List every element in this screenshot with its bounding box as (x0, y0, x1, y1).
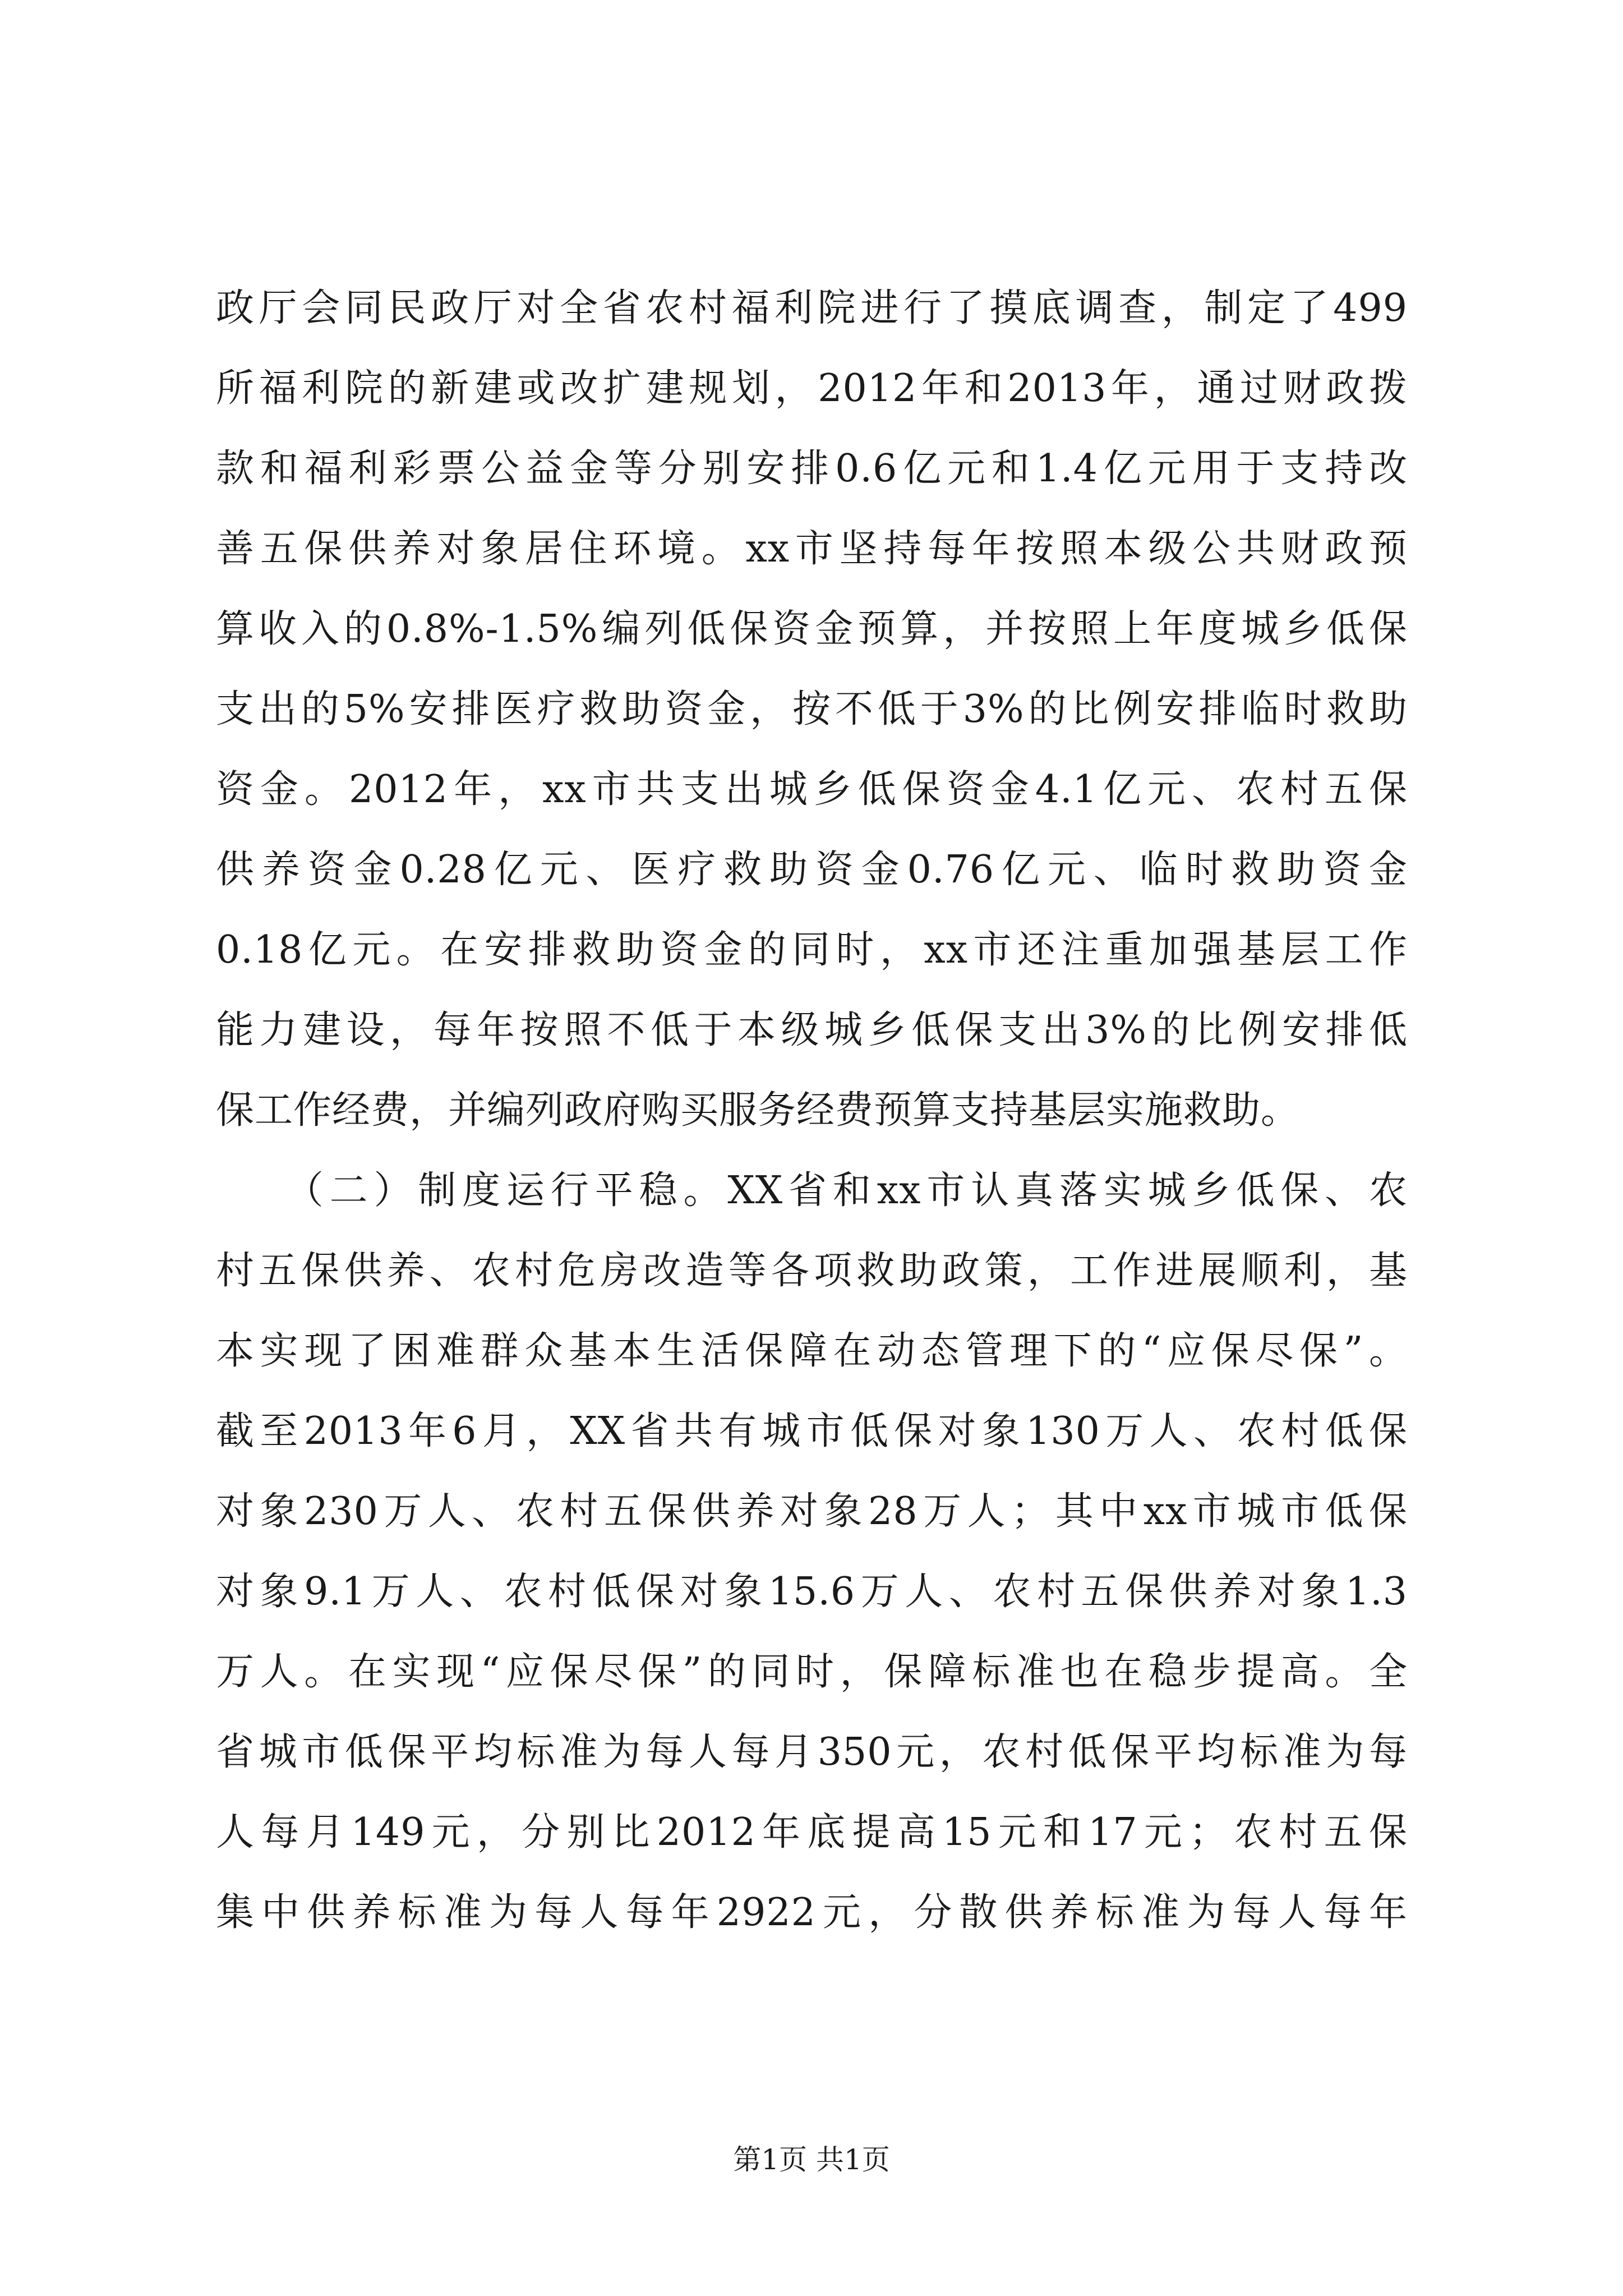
text-line: 善五保供养对象居住环境。xx市坚持每年按照本级公共财政预 (216, 527, 1408, 571)
text-line: 资金。2012年，xx市共支出城乡低保资金4.1亿元、农村五保 (216, 767, 1408, 812)
text-line: 人每月149元，分别比2012年底提高15元和17元；农村五保 (216, 1810, 1408, 1855)
text-line: 供养资金0.28亿元、医疗救助资金0.76亿元、临时救助资金 (216, 848, 1408, 892)
document-body (216, 268, 1408, 1953)
text-line: （二）制度运行平稳。XX省和xx市认真落实城乡低保、农 (216, 1168, 1408, 1213)
text-line: 集中供养标准为每人每年2922元，分散供养标准为每人每年 (216, 1890, 1408, 1935)
text-line: 本实现了困难群众基本生活保障在动态管理下的“应保尽保”。 (216, 1329, 1408, 1373)
text-line: 万人。在实现“应保尽保”的同时，保障标准也在稳步提高。全 (216, 1650, 1408, 1694)
text-line: 村五保供养、农村危房改造等各项救助政策，工作进展顺利，基 (216, 1249, 1408, 1293)
text-line: 款和福利彩票公益金等分别安排0.6亿元和1.4亿元用于支持改 (216, 447, 1408, 491)
text-line: 支出的5%安排医疗救助资金，按不低于3%的比例安排临时救助 (216, 687, 1408, 731)
text-line: 政厅会同民政厅对全省农村福利院进行了摸底调查，制定了499 (216, 286, 1408, 330)
page-number-footer: 第1页 共1页 (733, 2143, 890, 2176)
text-line: 省城市低保平均标准为每人每月350元，农村低保平均标准为每 (216, 1730, 1408, 1774)
text-line: 能力建设，每年按照不低于本级城乡低保支出3%的比例安排低 (216, 1008, 1408, 1052)
text-line: 保工作经费，并编列政府购买服务经费预算支持基层实施救助。 (216, 1088, 1300, 1133)
text-line: 0.18亿元。在安排救助资金的同时，xx市还注重加强基层工作 (216, 928, 1408, 972)
text-line: 对象230万人、农村五保供养对象28万人；其中xx市城市低保 (216, 1489, 1408, 1534)
text-line: 对象9.1万人、农村低保对象15.6万人、农村五保供养对象1.3 (216, 1570, 1408, 1614)
text-line: 算收入的0.8%-1.5%编列低保资金预算，并按照上年度城乡低保 (216, 607, 1408, 651)
text-line: 所福利院的新建或改扩建规划，2012年和2013年，通过财政拨 (216, 366, 1408, 411)
text-line: 截至2013年6月，XX省共有城市低保对象130万人、农村低保 (216, 1409, 1408, 1453)
